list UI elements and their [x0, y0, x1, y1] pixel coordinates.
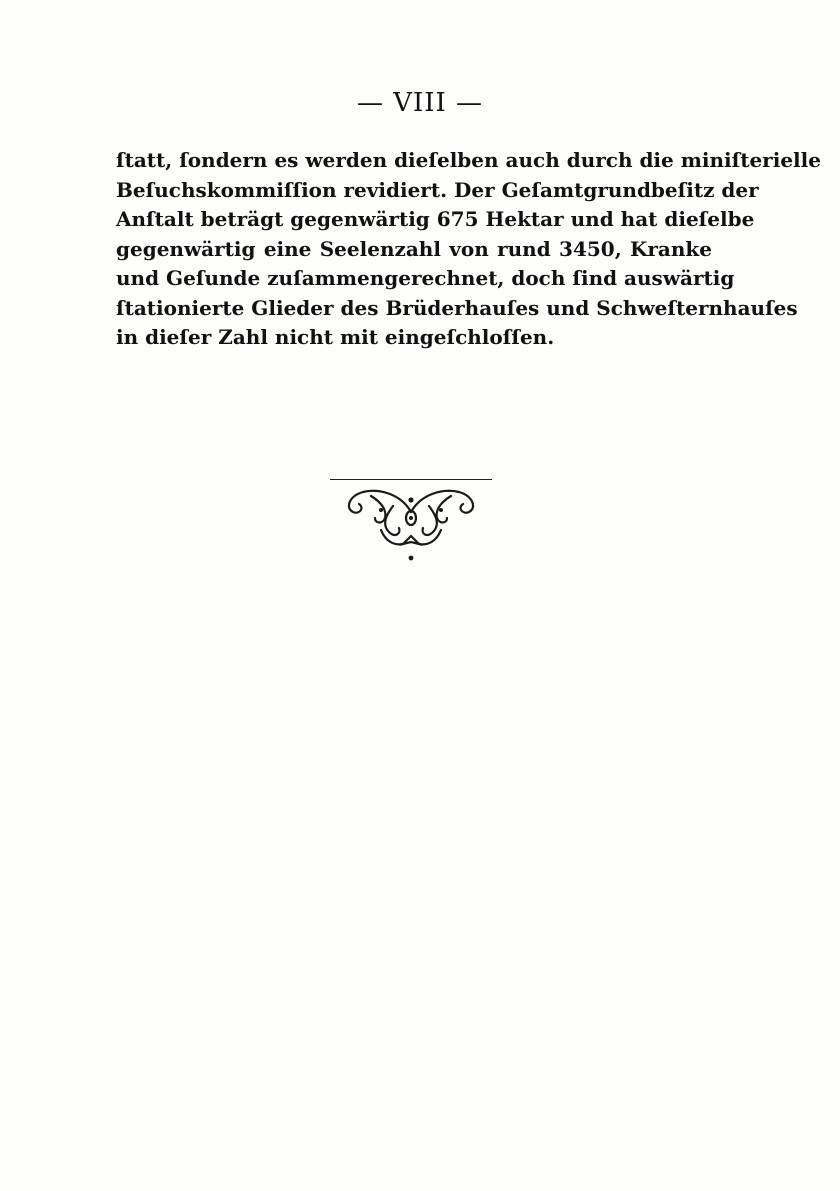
text-line: in dieſer Zahl nicht mit eingeſchloſſen. — [116, 325, 555, 349]
page-number: — VIII — — [356, 88, 484, 118]
end-rule — [330, 479, 492, 480]
text-line: ſtationierte Glieder des Brüderhauſes und Schweſternhauſes — [116, 295, 798, 320]
text-line: ſtatt, ſondern es werden dieſelben auch durch die miniſterielle — [116, 148, 821, 172]
text-line: und Geſunde zuſammengerechnet, doch ſind auswärtig — [116, 266, 735, 290]
text-line: Beſuchskommiſſion revidiert. Der Geſamtgrundbeſitz der — [116, 177, 759, 202]
text-line: gegenwärtig eine Seelenzahl von rund 3450, Kranke — [116, 236, 712, 261]
body-paragraph — [116, 146, 821, 353]
text-line: Anſtalt beträgt gegenwärtig 675 Hektar und hat dieſelbe — [116, 207, 755, 231]
ornament-vignette-icon — [341, 484, 481, 564]
